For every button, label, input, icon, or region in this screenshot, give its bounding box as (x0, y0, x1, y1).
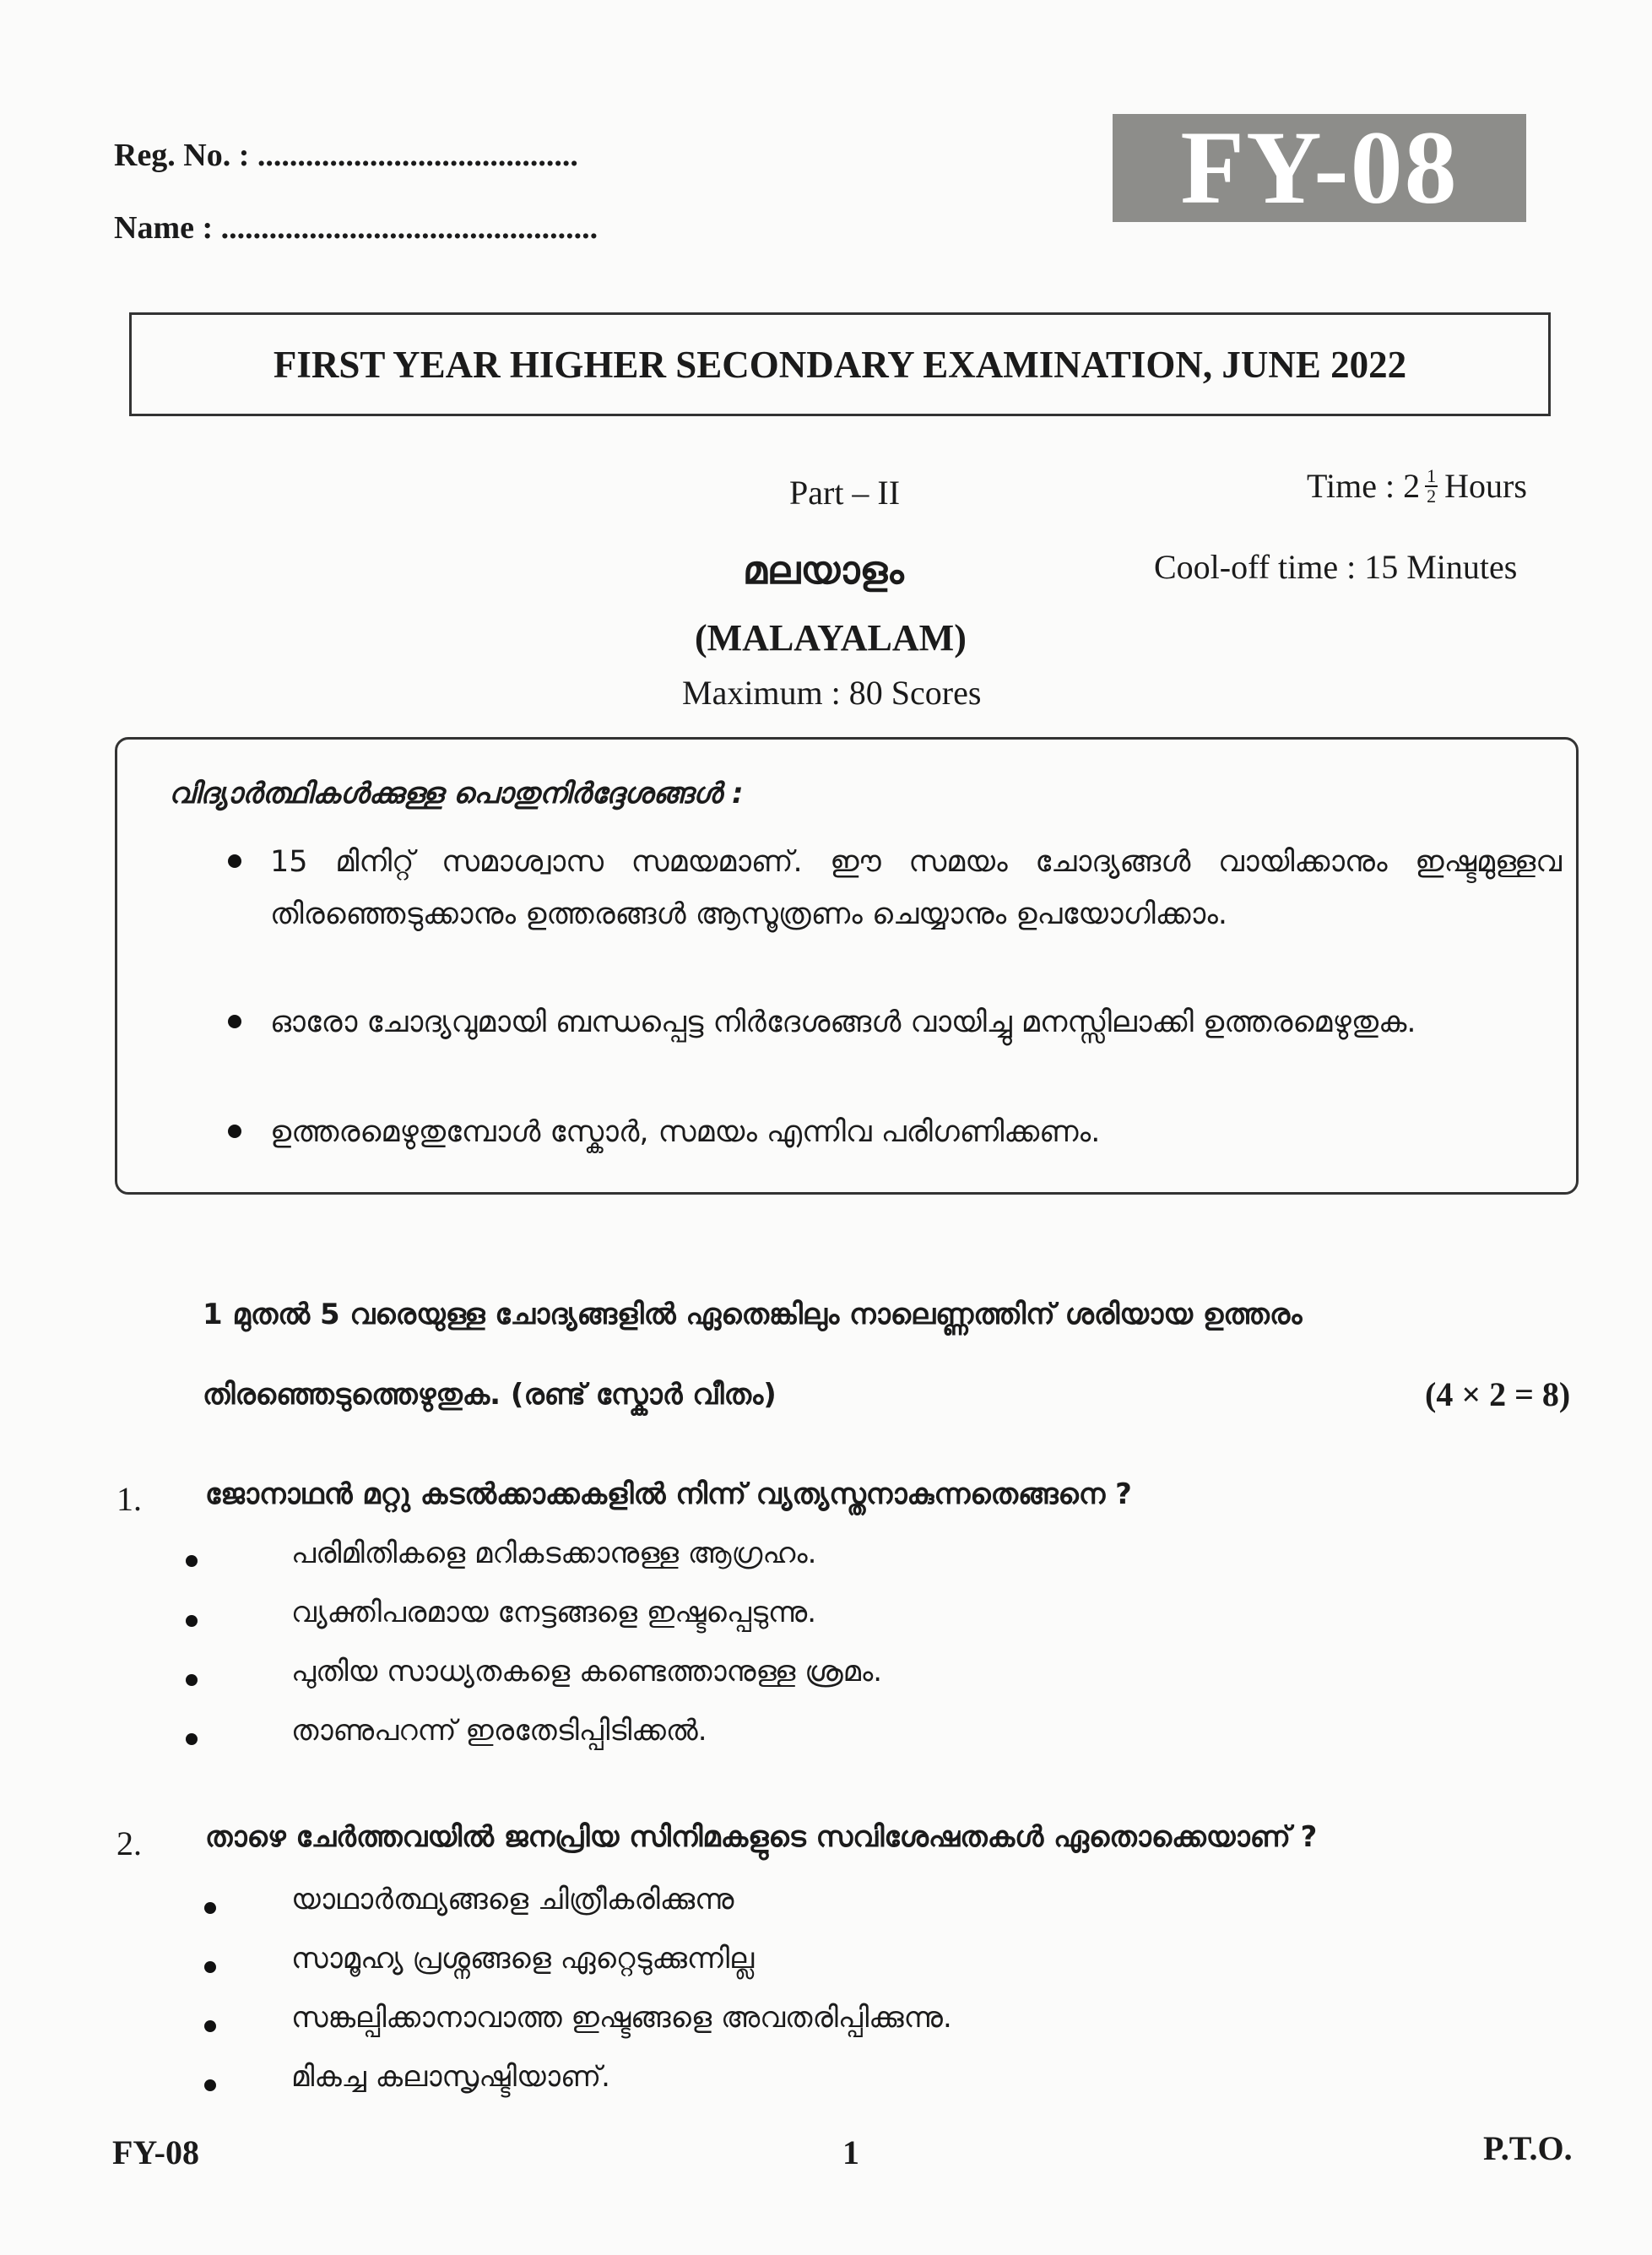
question-text: ജോനാഥൻ മറ്റു കടൽക്കാക്കകളിൽ നിന്ന് വ്യത്യസ്തനാകുന്നതെങ്ങനെ ? (205, 1477, 1132, 1511)
question-number: 2. (116, 1824, 142, 1862)
option-bullet-icon (204, 2079, 216, 2091)
option-bullet-icon (186, 1555, 198, 1567)
instruction-text: ഓരോ ചോദ്യവുമായി ബന്ധപ്പെട്ട നിർദേശങ്ങൾ വായിച്ചു മനസ്സിലാക്കി ഉത്തരമെഴുതുക. (270, 1006, 1416, 1039)
exam-title: FIRST YEAR HIGHER SECONDARY EXAMINATION, JUNE 2022 (273, 343, 1407, 386)
option-text: സാമൂഹ്യ പ്രശ്നങ്ങളെ ഏറ്റെടുക്കുന്നില്ല (291, 1942, 755, 1976)
part-label: Part – II (789, 474, 901, 512)
instruction-item (228, 836, 1562, 940)
exam-title-box (129, 312, 1551, 416)
option-text: സങ്കല്പിക്കാനാവാത്ത ഇഷ്ടങ്ങളെ അവതരിപ്പിക്കുന്നു. (291, 2001, 952, 2035)
option-text: മികച്ച കലാസൃഷ്ടിയാണ്. (291, 2060, 610, 2094)
option-text: യാഥാർത്ഥ്യങ്ങളെ ചിത്രീകരിക്കുന്നു (291, 1883, 734, 1916)
subject-malayalam: മലയാളം (743, 547, 904, 593)
footer-paper-code: FY-08 (112, 2133, 199, 2171)
instructions-title: വിദ്യാർത്ഥികൾക്കുള്ള പൊതുനിർദ്ദേശങ്ങൾ : (169, 777, 744, 810)
time-text: Time : 2 (1307, 467, 1421, 505)
subject-name: (MALAYALAM) (695, 617, 967, 659)
bullet-icon (228, 854, 241, 868)
option-bullet-icon (204, 2020, 216, 2032)
question-text: താഴെ ചേർത്തവയിൽ ജനപ്രിയ സിനിമകളുടെ സവിശേഷതകൾ ഏതൊക്കെയാണ് ? (205, 1820, 1318, 1854)
page-number: 1 (842, 2133, 859, 2171)
section-instruction-line1: 1 മുതൽ 5 വരെയുള്ള ചോദ്യങ്ങളിൽ ഏതെങ്കിലും നാലെണ്ണത്തിന് ശരിയായ ഉത്തരം (203, 1298, 1303, 1331)
instruction-text: ഉത്തരമെഴുതുമ്പോൾ സ്കോർ, സമയം എന്നിവ പരിഗണിക്കണം. (270, 1115, 1101, 1149)
option-text: പുതിയ സാധ്യതകളെ കണ്ടെത്താനുള്ള ശ്രമം. (291, 1655, 883, 1689)
option-bullet-icon (186, 1733, 198, 1745)
option-bullet-icon (186, 1615, 198, 1627)
bullet-icon (228, 1125, 241, 1138)
time-fraction (1425, 464, 1438, 507)
option-text: താണുപറന്ന് ഇരതേടിപ്പിടിക്കൽ. (291, 1714, 707, 1748)
instruction-item (228, 996, 1562, 1049)
pto-label: P.T.O. (1483, 2129, 1573, 2167)
section-score: (4 × 2 = 8) (1425, 1375, 1571, 1413)
question-number: 1. (116, 1480, 142, 1518)
option-bullet-icon (204, 1961, 216, 1973)
reg-no-field: Reg. No. : ........................................ (114, 138, 578, 173)
max-score: Maximum : 80 Scores (682, 674, 982, 712)
time-label (1307, 466, 1527, 506)
option-text: പരിമിതികളെ മറികടക്കാനുള്ള ആഗ്രഹം. (291, 1537, 817, 1570)
name-field: Name : ............................................... (114, 210, 599, 246)
fraction-numerator: 1 (1427, 464, 1437, 486)
instruction-item (228, 1106, 1562, 1158)
option-text: വ്യക്തിപരമായ നേട്ടങ്ങളെ ഇഷ്ടപ്പെടുന്നു. (291, 1596, 817, 1629)
instruction-text: 15 മിനിറ്റ് സമാശ്വാസ സമയമാണ്. ഈ സമയം ചോദ്യങ്ങൾ വായിക്കാനും ഇഷ്ടമുള്ളവ തിരഞ്ഞെടുക്കാനും ഉത്തരങ്ങൾ ആസൂത്രണം ചെയ്യാനും ഉപയോഗിക്കാം. (270, 845, 1562, 931)
option-bullet-icon (186, 1674, 198, 1686)
cool-off-time: Cool-off time : 15 Minutes (1154, 548, 1518, 586)
paper-code-box: FY-08 (1113, 114, 1526, 222)
section-instruction-line2: തിരഞ്ഞെടുത്തെഴുതുക. (രണ്ട് സ്കോർ വീതം) (203, 1378, 777, 1412)
bullet-icon (228, 1015, 241, 1028)
fraction-denominator: 2 (1427, 485, 1437, 507)
option-bullet-icon (204, 1902, 216, 1914)
time-unit: Hours (1444, 467, 1527, 505)
